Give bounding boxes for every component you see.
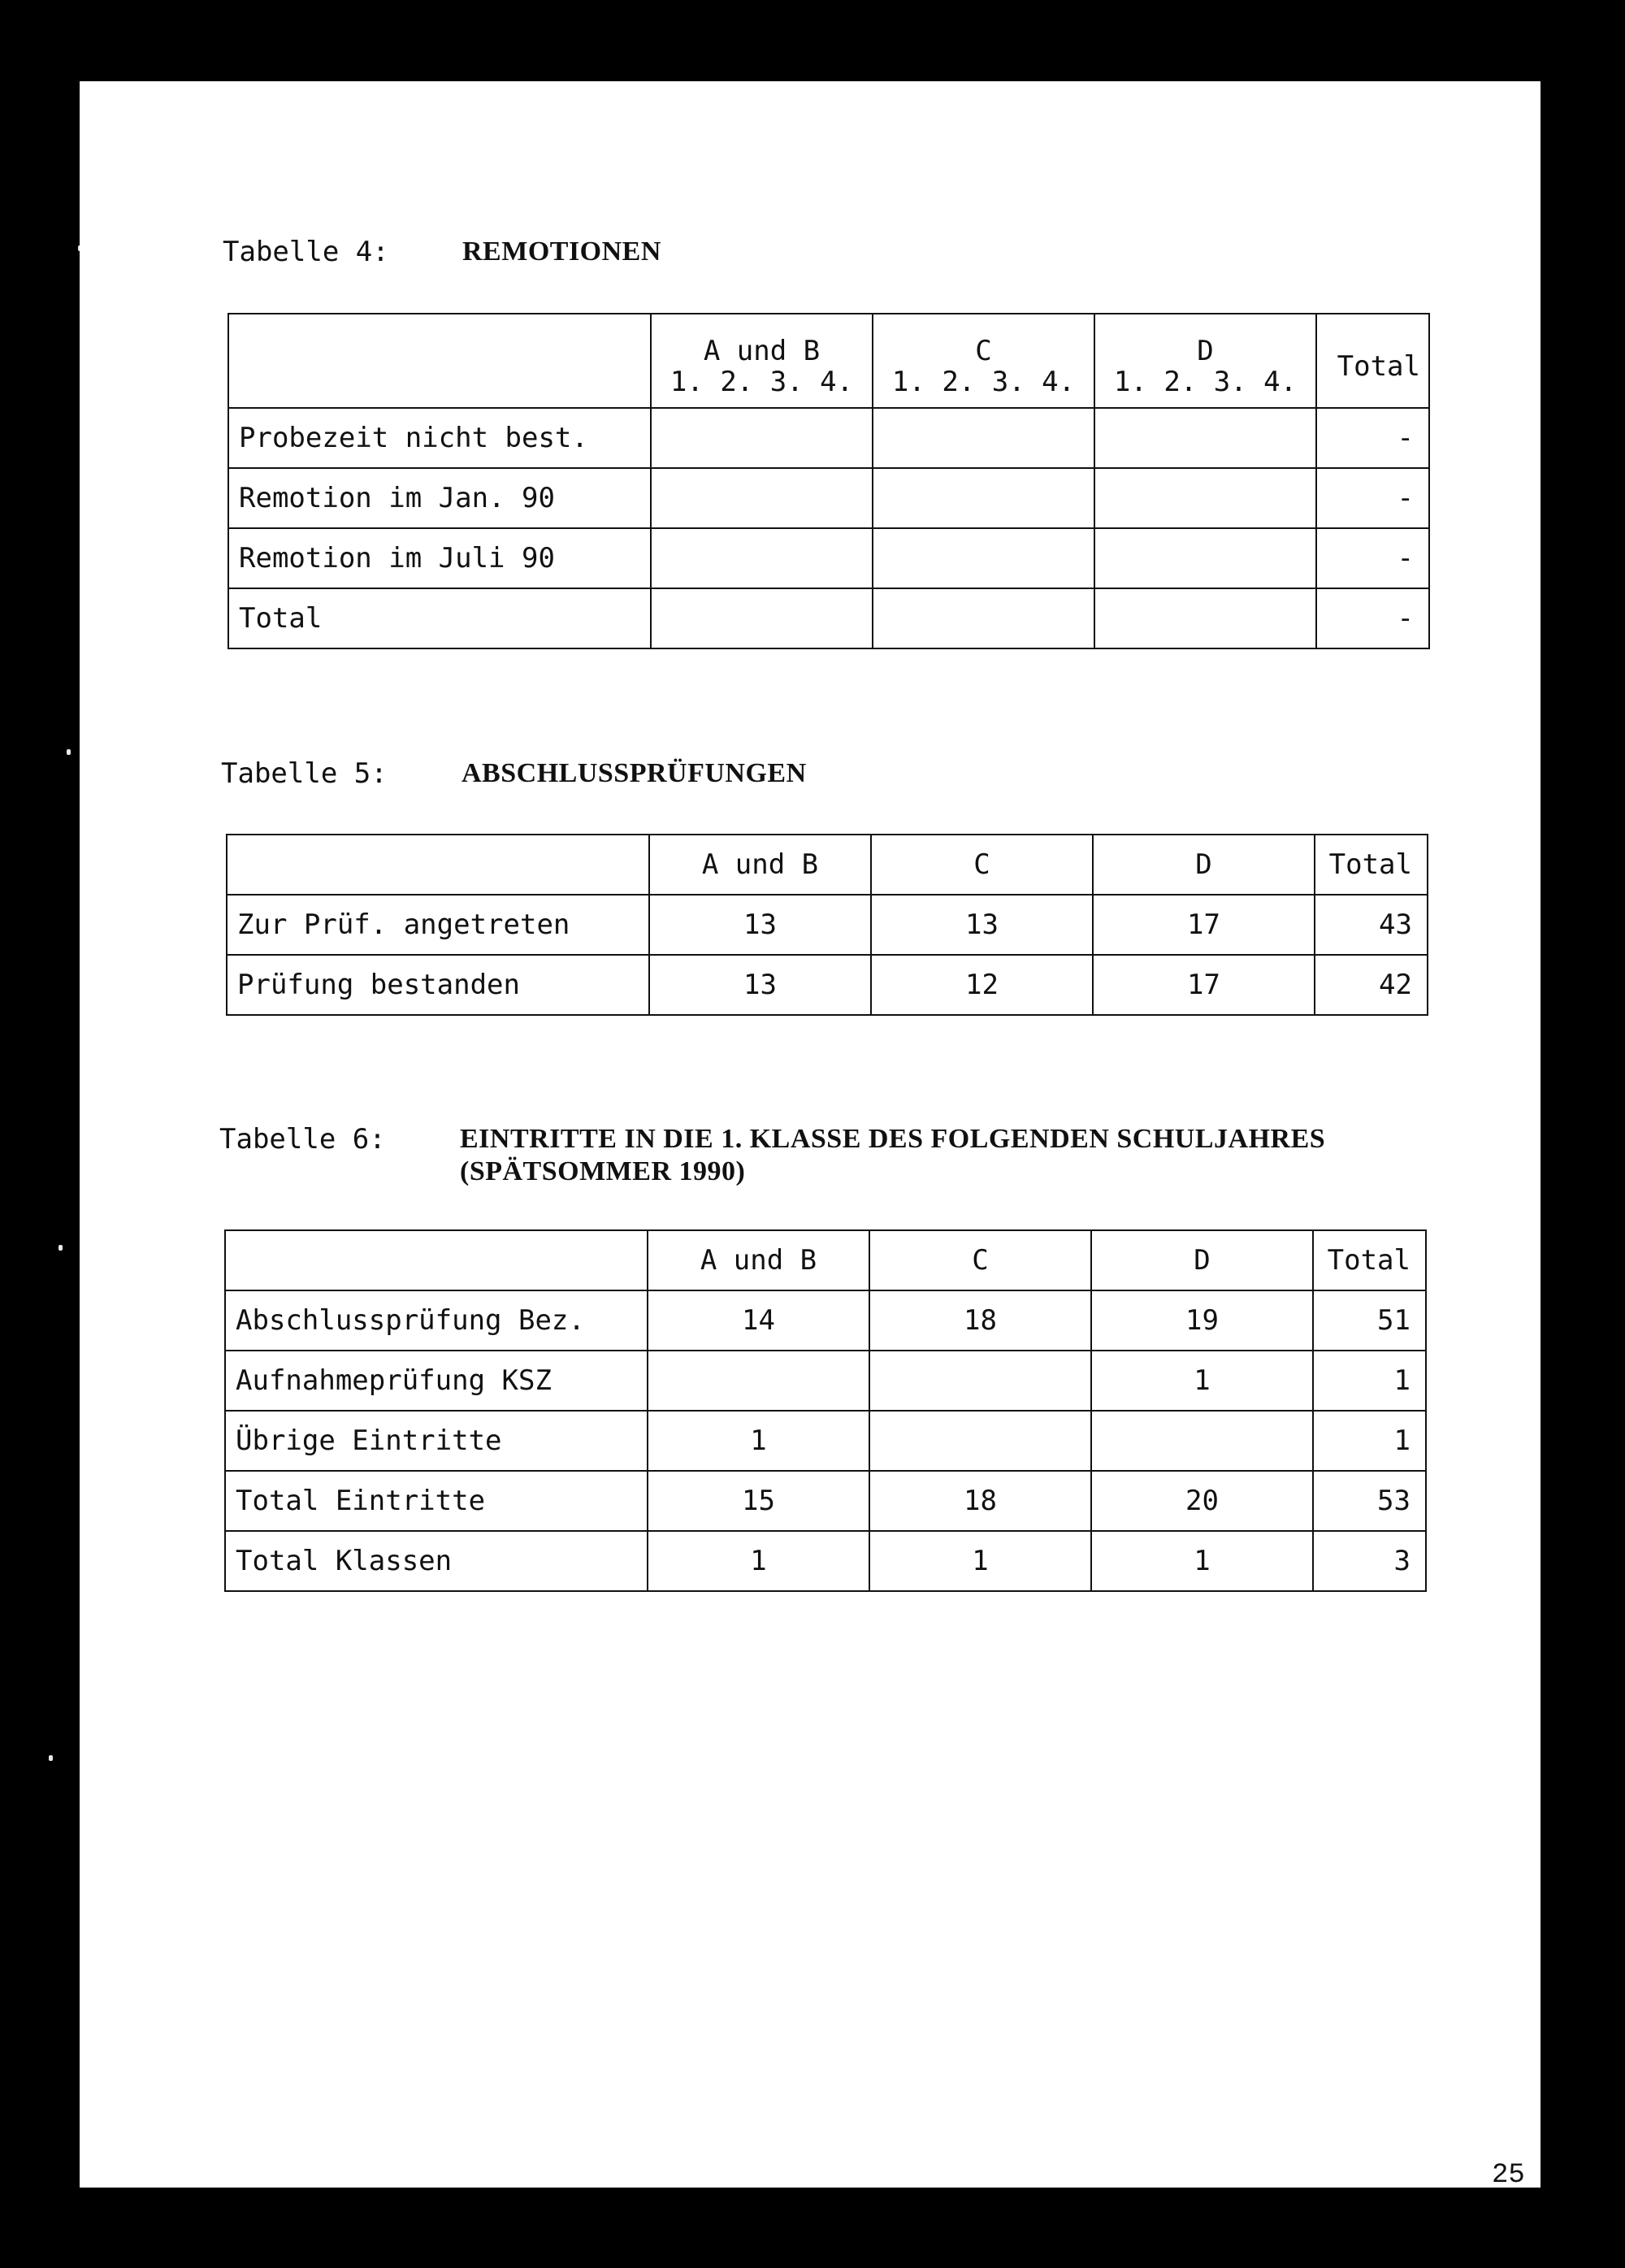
cell-total: 3 [1313, 1531, 1426, 1591]
cell-c [873, 408, 1094, 468]
table5-header-row [227, 835, 1428, 895]
table6-title-line1: EINTRITTE IN DIE 1. KLASSE DES FOLGENDEN SCHULJAHRES [460, 1124, 1326, 1154]
cell-total: - [1316, 408, 1429, 468]
cell-ab: 14 [648, 1290, 869, 1351]
row-label: Prüfung bestanden [227, 955, 649, 1015]
cell-ab [651, 468, 873, 528]
cell-ab: 1 [648, 1531, 869, 1591]
cell-ab: 13 [649, 895, 871, 955]
table-row [227, 895, 1428, 955]
header-total: Total [1313, 1230, 1426, 1290]
scan-speck [67, 749, 71, 755]
table5-label: Tabelle 5: [221, 757, 388, 790]
cell-total: - [1316, 468, 1429, 528]
table-row [228, 588, 1429, 648]
header-c: C [871, 835, 1093, 895]
cell-total: 43 [1315, 895, 1428, 955]
cell-ab: 15 [648, 1471, 869, 1531]
row-label: Aufnahmeprüfung KSZ [225, 1351, 648, 1411]
row-label: Total Klassen [225, 1531, 648, 1591]
table4-title: REMOTIONEN [462, 236, 661, 267]
cell-total: 42 [1315, 955, 1428, 1015]
cell-ab [648, 1351, 869, 1411]
row-label: Remotion im Jan. 90 [228, 468, 651, 528]
header-label: D [1197, 335, 1214, 367]
table4-header-empty [228, 314, 651, 408]
table-row [225, 1290, 1426, 1351]
row-label: Zur Prüf. angetreten [227, 895, 649, 955]
table-row [228, 408, 1429, 468]
cell-c [873, 588, 1094, 648]
header-label: Total [1337, 350, 1420, 383]
header-ab: A und B [649, 835, 871, 895]
cell-ab: 13 [649, 955, 871, 1015]
cell-ab [651, 528, 873, 588]
table4-header-total [1316, 314, 1429, 408]
row-label: Remotion im Juli 90 [228, 528, 651, 588]
cell-c [869, 1411, 1091, 1471]
header-c: C [869, 1230, 1091, 1290]
cell-c: 12 [871, 955, 1093, 1015]
cell-total: 51 [1313, 1290, 1426, 1351]
header-sublabel: 1. 2. 3. 4. [670, 366, 854, 398]
table4-remotionen [228, 313, 1430, 649]
table5-title: ABSCHLUSSPRÜFUNGEN [462, 758, 807, 788]
table6-header-row [225, 1230, 1426, 1290]
table4-header-d [1094, 314, 1316, 408]
row-label: Abschlussprüfung Bez. [225, 1290, 648, 1351]
cell-c: 18 [869, 1471, 1091, 1531]
table5-abschlusspruefungen [226, 834, 1428, 1016]
table4-header-row [228, 314, 1429, 408]
table-row [225, 1471, 1426, 1531]
cell-ab [651, 408, 873, 468]
table6-header-empty [225, 1230, 648, 1290]
cell-total: - [1316, 588, 1429, 648]
header-total: Total [1315, 835, 1428, 895]
header-ab: A und B [648, 1230, 869, 1290]
table-row [227, 955, 1428, 1015]
cell-d: 1 [1091, 1351, 1313, 1411]
cell-d [1094, 528, 1316, 588]
table-row [228, 528, 1429, 588]
table4-header-ab [651, 314, 873, 408]
cell-c: 18 [869, 1290, 1091, 1351]
cell-d [1091, 1411, 1313, 1471]
table-row [225, 1411, 1426, 1471]
table6-label: Tabelle 6: [219, 1123, 386, 1156]
scan-speck [49, 1755, 53, 1761]
header-label: C [975, 335, 992, 367]
cell-d: 1 [1091, 1531, 1313, 1591]
cell-d [1094, 408, 1316, 468]
header-d: D [1093, 835, 1315, 895]
cell-d: 17 [1093, 955, 1315, 1015]
row-label: Total [228, 588, 651, 648]
header-sublabel: 1. 2. 3. 4. [891, 366, 1076, 398]
document-page [80, 81, 1540, 2191]
cell-d: 20 [1091, 1471, 1313, 1531]
cell-total: 1 [1313, 1351, 1426, 1411]
row-label: Übrige Eintritte [225, 1411, 648, 1471]
table-row [228, 468, 1429, 528]
header-sublabel: 1. 2. 3. 4. [1113, 366, 1298, 398]
scan-speck [58, 1245, 63, 1251]
table6-title-line2: (SPÄTSOMMER 1990) [460, 1156, 746, 1186]
header-d: D [1091, 1230, 1313, 1290]
table-row [225, 1531, 1426, 1591]
cell-c: 1 [869, 1531, 1091, 1591]
cell-total: 1 [1313, 1411, 1426, 1471]
row-label: Total Eintritte [225, 1471, 648, 1531]
cell-d [1094, 588, 1316, 648]
table6-eintritte [224, 1229, 1427, 1592]
cell-total: - [1316, 528, 1429, 588]
cell-c [873, 528, 1094, 588]
cell-c [869, 1351, 1091, 1411]
cell-d: 17 [1093, 895, 1315, 955]
cell-c [873, 468, 1094, 528]
cell-c: 13 [871, 895, 1093, 955]
table4-header-c [873, 314, 1094, 408]
cell-d [1094, 468, 1316, 528]
row-label: Probezeit nicht best. [228, 408, 651, 468]
header-label: A und B [703, 335, 821, 367]
cell-total: 53 [1313, 1471, 1426, 1531]
table-row [225, 1351, 1426, 1411]
table4-label: Tabelle 4: [223, 236, 389, 268]
table5-header-empty [227, 835, 649, 895]
cell-ab [651, 588, 873, 648]
page-number: 25 [1492, 2160, 1525, 2191]
cell-ab: 1 [648, 1411, 869, 1471]
cell-d: 19 [1091, 1290, 1313, 1351]
